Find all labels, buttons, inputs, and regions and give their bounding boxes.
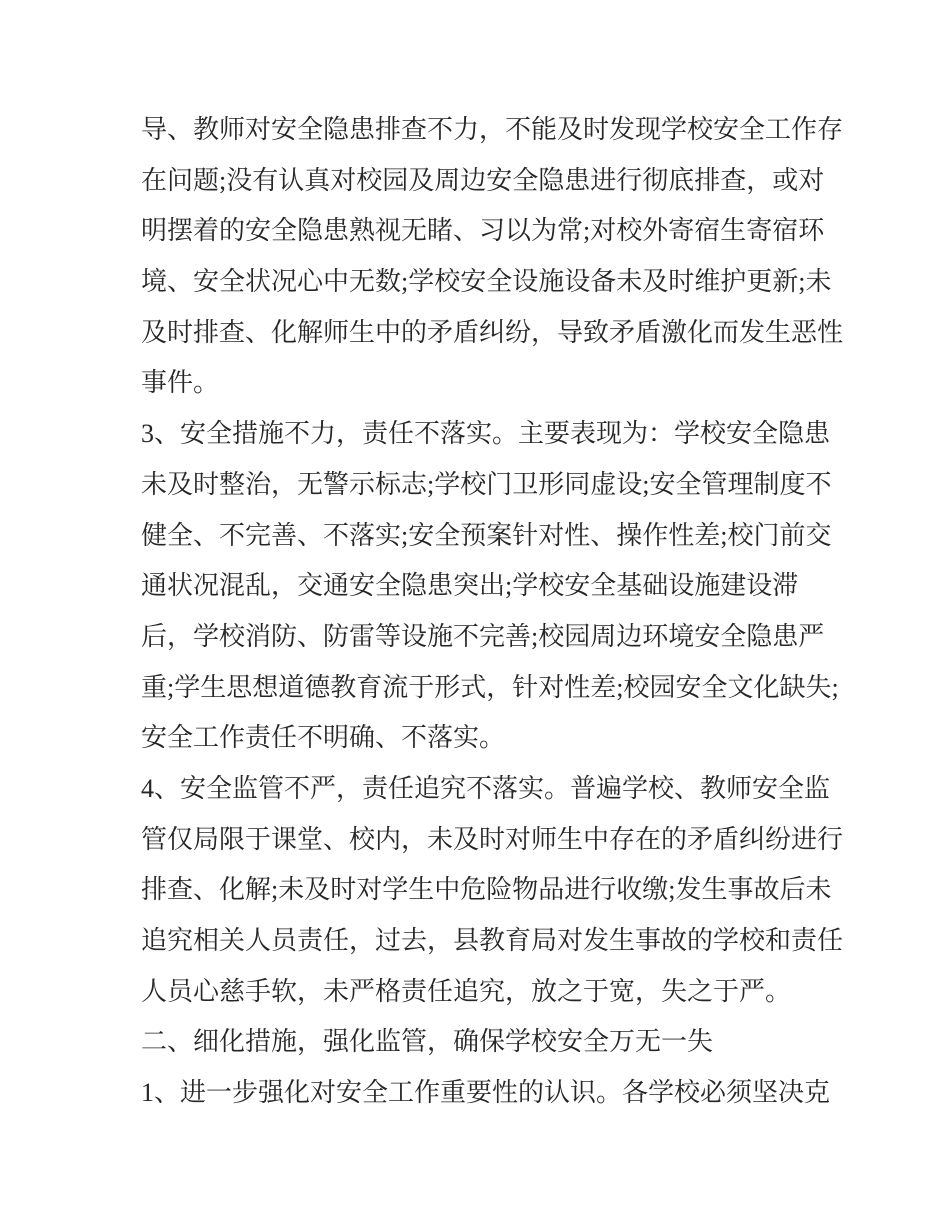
text-line: 及时排查、化解师生中的矛盾纠纷，导致矛盾激化而发生恶性 xyxy=(141,317,844,347)
text-line: 健全、不完善、不落实;安全预案针对性、操作性差;校门前交 xyxy=(141,520,832,550)
text-line: 未及时整治，无警示标志;学校门卫形同虚设;安全管理制度不 xyxy=(141,469,832,499)
text-line: 1、进一步强化对安全工作重要性的认识。各学校必须坚决克 xyxy=(141,1078,831,1108)
text-line: 人员心慈手软，未严格责任追究，放之于宽，失之于严。 xyxy=(141,976,792,1006)
text-line: 在问题;没有认真对校园及周边安全隐患进行彻底排查，或对 xyxy=(141,165,825,195)
text-line: 明摆着的安全隐患熟视无睹、习以为常;对校外寄宿生寄宿环 xyxy=(141,216,825,246)
text-line: 管仅局限于课堂、校内，未及时对师生中存在的矛盾纠纷进行 xyxy=(141,824,844,854)
text-line: 3、安全措施不力，责任不落实。主要表现为：学校安全隐患 xyxy=(141,419,831,449)
text-line: 重;学生思想道德教育流于形式，针对性差;校园安全文化缺失; xyxy=(141,672,839,702)
text-line: 二、细化措施，强化监管，确保学校安全万无一失 xyxy=(141,1027,714,1057)
text-line: 导、教师对安全隐患排查不力，不能及时发现学校安全工作存 xyxy=(141,115,844,144)
text-line: 排查、化解;未及时对学生中危险物品进行收缴;发生事故后未 xyxy=(141,875,832,905)
text-line: 安全工作责任不明确、不落实。 xyxy=(141,723,506,753)
text-line: 通状况混乱，交通安全隐患突出;学校安全基础设施建设滞 xyxy=(141,571,799,601)
text-line: 4、安全监管不严，责任追究不落实。普遍学校、教师安全监 xyxy=(141,773,831,803)
text-line: 事件。 xyxy=(141,368,220,398)
document-text xyxy=(141,105,911,1119)
text-line: 境、安全状况心中无数;学校安全设施设备未及时维护更新;未 xyxy=(141,267,832,297)
text-line: 追究相关人员责任，过去，县教育局对发生事故的学校和责任 xyxy=(141,926,844,955)
text-line: 后，学校消防、防雷等设施不完善;校园周边环境安全隐患严 xyxy=(141,621,825,651)
